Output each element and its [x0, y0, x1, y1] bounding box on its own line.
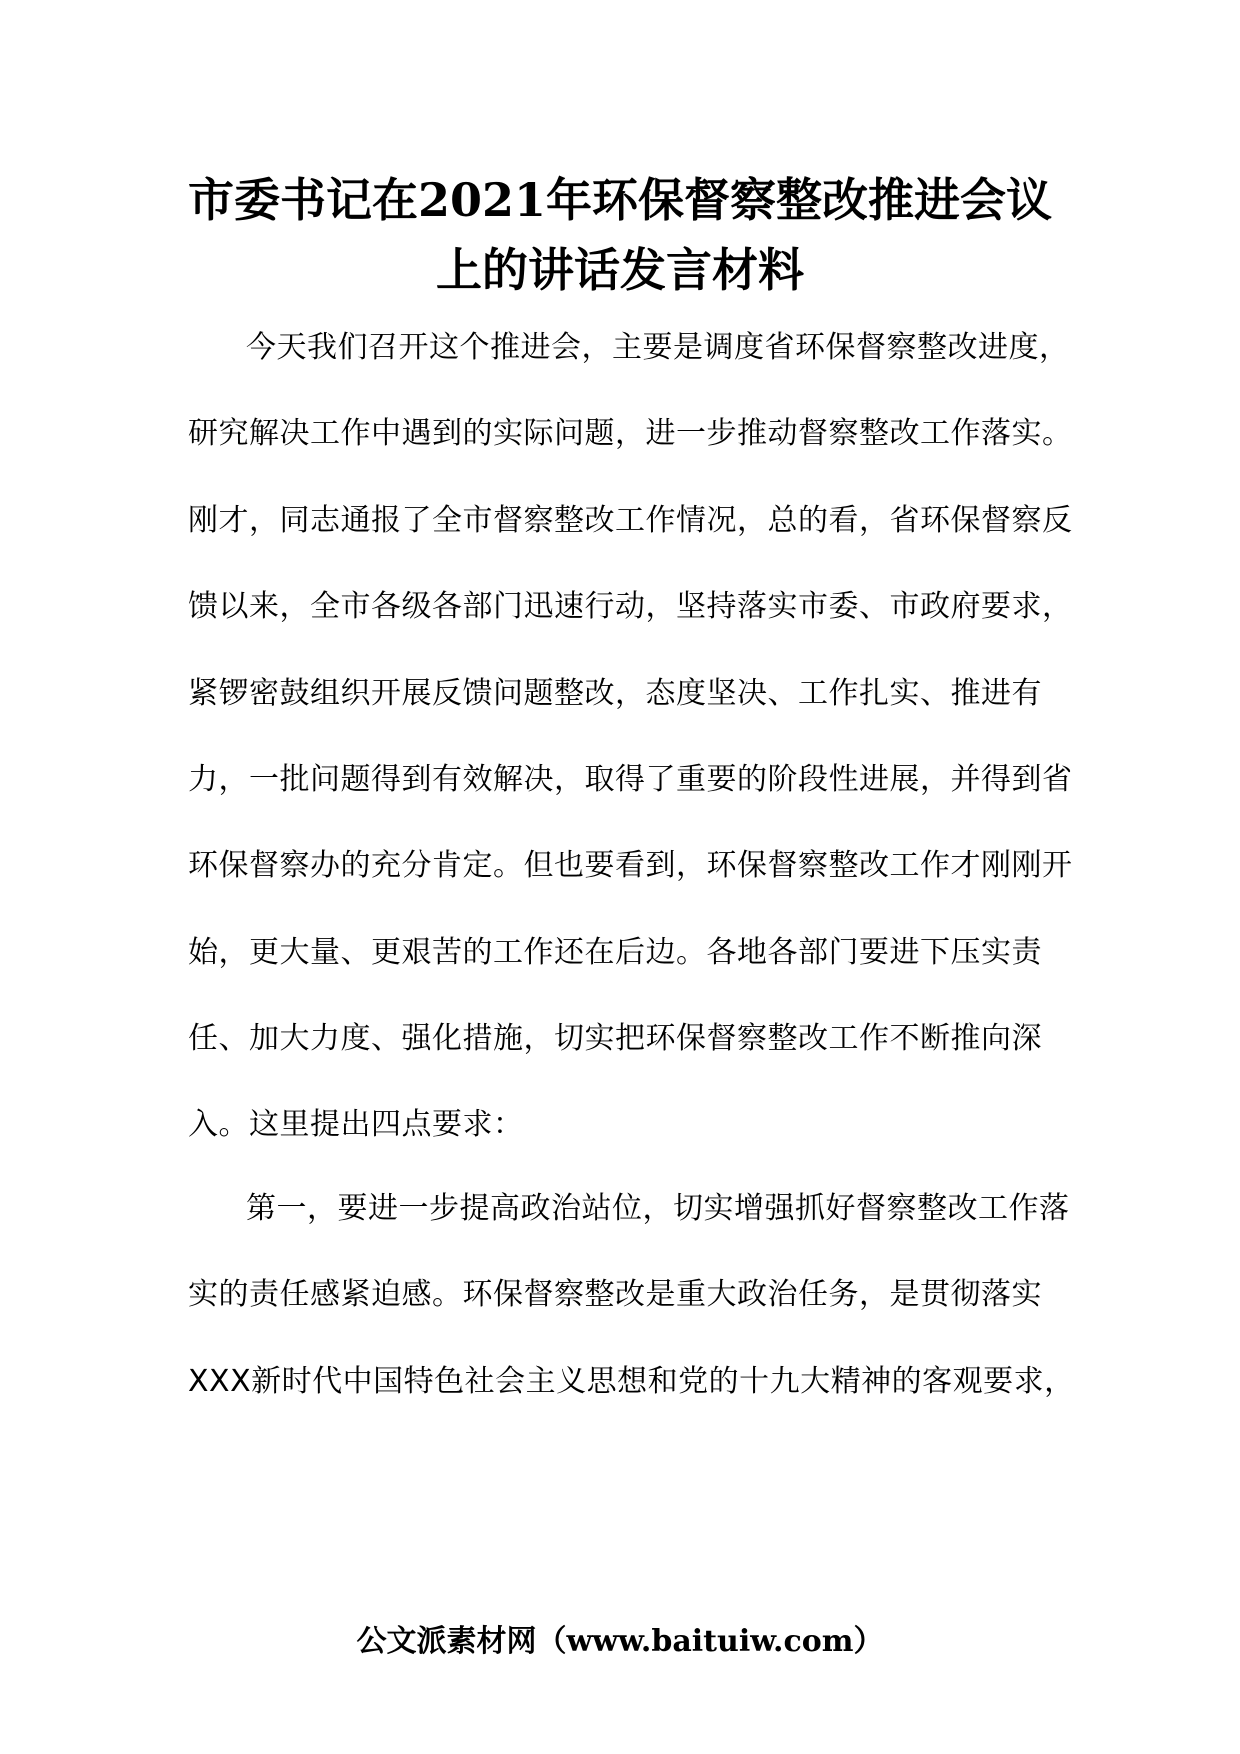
body-line: 今天我们召开这个推进会，主要是调度省环保督察整改进度， — [246, 330, 1070, 365]
body-line: 任、加大力度、强化措施，切实把环保督察整改工作不断推向深 — [188, 1021, 1042, 1056]
body-line: 馈以来，全市各级各部门迅速行动，坚持落实市委、市政府要求， — [188, 589, 1073, 624]
body-line: 刚才，同志通报了全市督察整改工作情况，总的看，省环保督察反 — [188, 503, 1073, 538]
body-line: 力，一批问题得到有效解决，取得了重要的阶段性进展，并得到省 — [188, 762, 1073, 797]
document-title-line-2: 上的讲话发言材料 — [436, 243, 804, 297]
body-line: 第一，要进一步提高政治站位，切实增强抓好督察整改工作落 — [246, 1191, 1070, 1226]
body-line: 紧锣密鼓组织开展反馈问题整改，态度坚决、工作扎实、推进有 — [188, 676, 1042, 711]
body-line: 入。这里提出四点要求： — [188, 1107, 524, 1142]
body-line: 环保督察办的充分肯定。但也要看到，环保督察整改工作才刚刚开 — [188, 848, 1073, 883]
document-title-line-1: 市委书记在2021年环保督察整改推进会议 — [187, 173, 1053, 227]
body-line: XXX新时代中国特色社会主义思想和党的十九大精神的客观要求， — [188, 1364, 1075, 1399]
footer-watermark: 公文派素材网（www.baituiw.com） — [356, 1624, 884, 1659]
body-line: 实的责任感紧迫感。环保督察整改是重大政治任务，是贯彻落实 — [188, 1277, 1042, 1312]
body-line: 始，更大量、更艰苦的工作还在后边。各地各部门要进下压实责 — [188, 935, 1042, 970]
body-line: 研究解决工作中遇到的实际问题，进一步推动督察整改工作落实。 — [188, 416, 1073, 451]
